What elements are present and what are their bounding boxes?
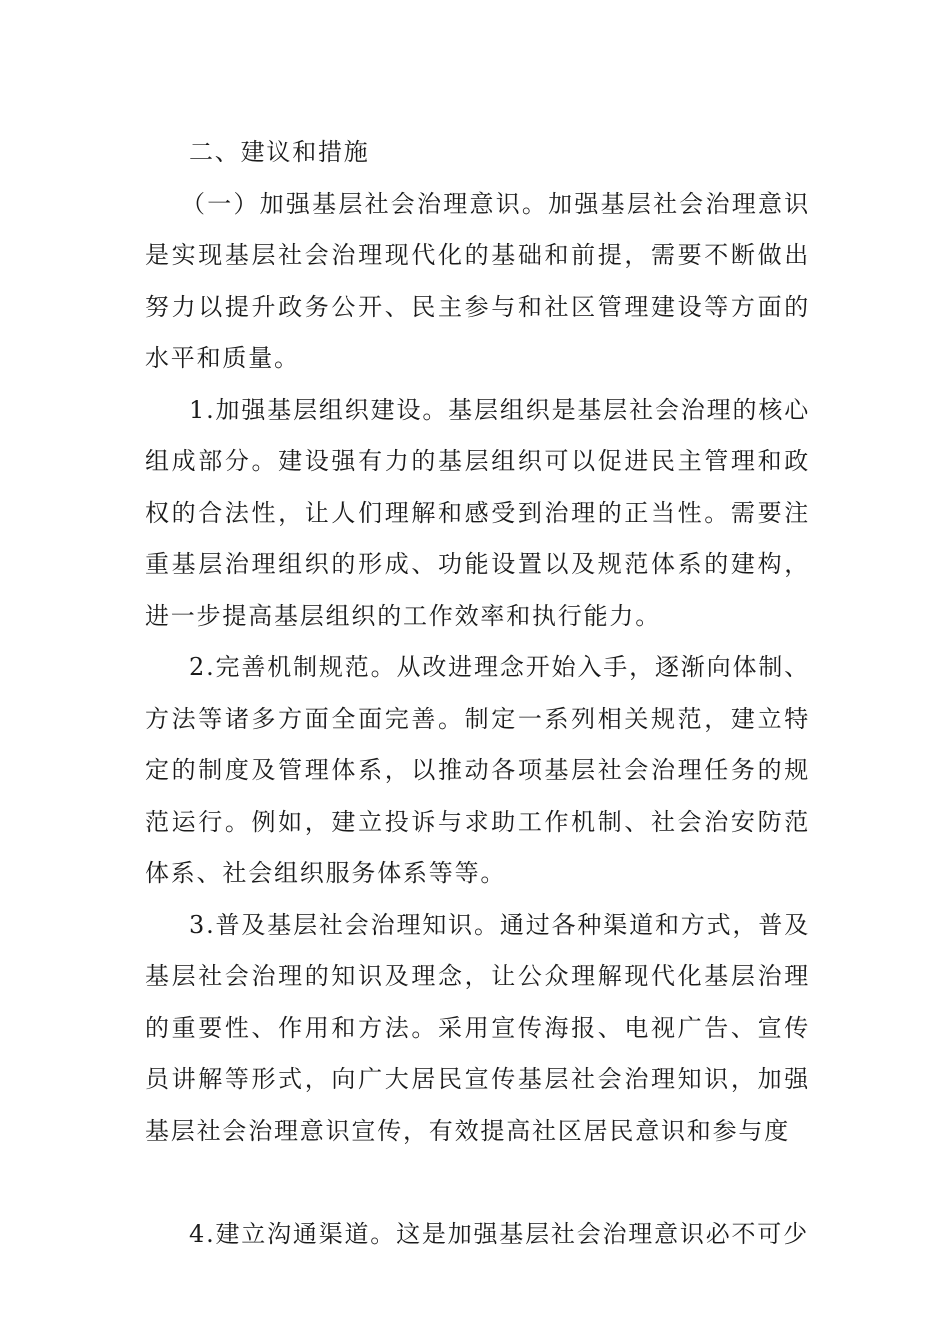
blank-line [145,1157,810,1209]
paragraph-item-3: 3.普及基层社会治理知识。通过各种渠道和方式，普及基层社会治理的知识及理念，让公众理解现代化基层治理的重要性、作用和方法。采用宣传海报、电视广告、宣传员讲解等形式，向广大居民宣传基层社会治理知识，加强基层社会治理意识宣传，有效提高社区居民意识和参与度 [145,910,810,1145]
section-heading: 二、建议和措施 [189,138,370,166]
paragraph-intro: （一）加强基层社会治理意识。加强基层社会治理意识是实现基层社会治理现代化的基础和前提，需要不断做出努力以提升政务公开、民主参与和社区管理建设等方面的水平和质量。 [145,189,810,372]
document-body [145,127,810,1260]
paragraph-item-1: 1.加强基层组织建设。基层组织是基层社会治理的核心组成部分。建设强有力的基层组织可以促进民主管理和政权的合法性，让人们理解和感受到治理的正当性。需要注重基层治理组织的形成、功能设置以及规范体系的建构，进一步提高基层组织的工作效率和执行能力。 [145,395,810,630]
paragraph-item-4: 4.建立沟通渠道。这是加强基层社会治理意识必不可少 [189,1219,809,1248]
paragraph-item-2: 2.完善机制规范。从改进理念开始入手，逐渐向体制、方法等诸多方面全面完善。制定一系列相关规范，建立特定的制度及管理体系，以推动各项基层社会治理任务的规范运行。例如，建立投诉与求助工作机制、社会治安防范体系、社会组织服务体系等等。 [145,653,810,887]
